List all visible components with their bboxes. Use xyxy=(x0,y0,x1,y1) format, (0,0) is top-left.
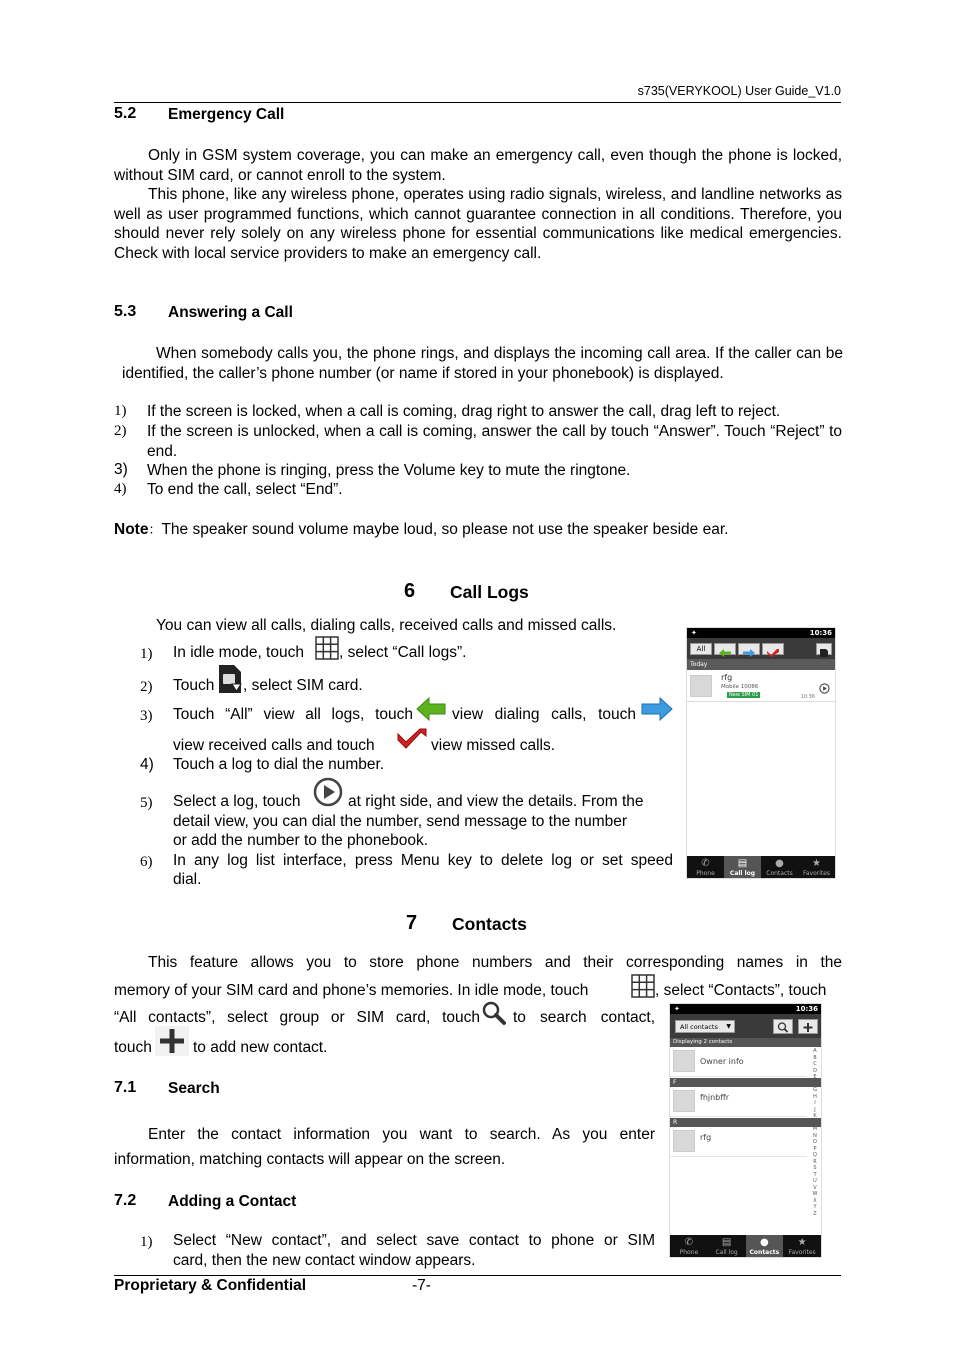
android-icon: ✦ xyxy=(691,629,697,637)
alphabet-letter[interactable]: P xyxy=(813,1145,817,1152)
entry-number: Mobile 10086 xyxy=(721,684,759,690)
entry-sim-badge: New SIM 01 xyxy=(729,692,759,698)
list-number: 1) xyxy=(140,646,153,662)
contact-row[interactable] xyxy=(670,1087,807,1117)
filter-missed-button[interactable] xyxy=(762,643,784,655)
alphabet-letter[interactable]: E xyxy=(813,1074,817,1080)
search-paragraph-line-2: information, matching contacts will appear on the screen. xyxy=(114,1151,506,1168)
tab-favorites[interactable] xyxy=(798,856,835,878)
plus-icon xyxy=(155,1026,189,1056)
alphabet-letter[interactable]: O xyxy=(813,1139,817,1145)
section-5-2-heading xyxy=(114,105,285,123)
add-icon xyxy=(799,1021,817,1034)
call-log-screenshot xyxy=(686,627,836,879)
alphabet-letter[interactable]: T xyxy=(813,1171,817,1178)
tab-contacts[interactable] xyxy=(761,856,798,878)
section-separator: R xyxy=(670,1118,821,1127)
emergency-paragraph-2: This phone, like any wireless phone, operates using radio signals, wireless, and landline networks as well as user programmed functions, which cannot guarantee connection in all conditions. Therefore, you should never rely solely on any wireless phone for essential communications like medical emergencies. Check with local service providers to make an emergency call. xyxy=(114,186,842,262)
contacts-line-4b: to add new contact. xyxy=(193,1039,328,1056)
alphabet-letter[interactable]: W xyxy=(812,1191,818,1197)
contact-name: fhjnbffr xyxy=(700,1093,730,1102)
avatar xyxy=(673,1130,695,1152)
star-icon: ★ xyxy=(797,1237,807,1248)
search-button[interactable] xyxy=(773,1019,793,1034)
status-time: 10:36 xyxy=(809,629,832,637)
list-number: 1) xyxy=(114,403,127,419)
all-contacts-dropdown[interactable] xyxy=(675,1020,735,1033)
tab-label: Phone xyxy=(679,1249,699,1256)
alphabet-letter[interactable]: J xyxy=(814,1106,816,1113)
list-number: 3) xyxy=(114,461,128,478)
list-text: Touch a log to dial the number. xyxy=(173,756,385,773)
contact-row[interactable] xyxy=(670,1127,807,1157)
tab-label: Call log xyxy=(729,870,756,877)
contacts-line-2b: , select “Contacts”, touch xyxy=(655,982,827,999)
avatar xyxy=(673,1050,695,1072)
answering-item-3 xyxy=(114,461,842,481)
mini-missed-icon xyxy=(763,648,783,658)
list-text: , select SIM card. xyxy=(243,677,363,694)
sim-card-icon xyxy=(217,664,243,694)
alphabet-letter[interactable]: F xyxy=(813,1080,817,1087)
list-text: If the screen is unlocked, when a call is coming, answer the call by touch “Answer”. Touch “Reject” to end. xyxy=(147,423,842,460)
contact-name: Owner info xyxy=(700,1057,744,1066)
tab-label: Contacts xyxy=(749,1249,780,1256)
list-text: view missed calls. xyxy=(431,737,556,754)
chapter-6-heading xyxy=(404,580,529,603)
contacts-line-2a: memory of your SIM card and phone’s memories. In idle mode, touch xyxy=(114,982,589,999)
alphabet-letter[interactable]: U xyxy=(813,1178,817,1184)
header-rule xyxy=(114,102,841,103)
section-number: 7.1 xyxy=(114,1079,137,1096)
alphabet-letter[interactable]: D xyxy=(813,1067,817,1074)
note-line xyxy=(114,519,728,539)
filter-all-button[interactable] xyxy=(690,643,712,655)
contacts-line-1: This feature allows you to store phone numbers and their corresponding names in the xyxy=(148,954,842,971)
chapter-number: 6 xyxy=(404,580,416,602)
doc-header-title: s735(VERYKOOL) User Guide_V1.0 xyxy=(637,84,841,98)
avatar xyxy=(690,675,712,697)
filter-incoming-button[interactable] xyxy=(738,643,760,655)
android-icon: ✦ xyxy=(674,1005,680,1013)
alphabet-letter[interactable]: C xyxy=(813,1061,817,1067)
avatar xyxy=(673,1090,695,1112)
phone-icon: ✆ xyxy=(684,1237,694,1248)
contacts-line-3a: “All contacts”, select group or SIM card, touch xyxy=(114,1009,480,1026)
section-number: 5.3 xyxy=(114,303,137,320)
section-separator: F xyxy=(670,1078,821,1087)
call-log-entry[interactable] xyxy=(687,670,835,702)
list-text: When the phone is ringing, press the Volume key to mute the ringtone. xyxy=(147,462,631,479)
footer-confidential: Proprietary & Confidential xyxy=(114,1277,307,1294)
alphabet-letter[interactable]: L xyxy=(813,1119,817,1126)
alphabet-letter[interactable]: R xyxy=(813,1158,817,1165)
list-number: 6) xyxy=(140,854,153,870)
list-text: or add the number to the phonebook. xyxy=(173,832,429,849)
list-text: Touch xyxy=(173,677,215,694)
person-icon: ● xyxy=(775,858,784,869)
list-number: 4) xyxy=(140,756,154,773)
alphabet-index[interactable] xyxy=(811,1048,819,1217)
section-title: Emergency Call xyxy=(168,106,285,123)
contacts-toolbar xyxy=(670,1014,821,1038)
section-title: Adding a Contact xyxy=(168,1193,297,1210)
list-text: To end the call, select “End”. xyxy=(147,481,343,498)
person-icon: ● xyxy=(760,1237,769,1248)
filter-outgoing-button[interactable] xyxy=(714,643,736,655)
status-bar xyxy=(670,1004,821,1014)
alphabet-letter[interactable]: Y xyxy=(813,1204,817,1210)
circle-play-icon xyxy=(313,777,343,807)
section-7-1-heading xyxy=(114,1079,220,1097)
magnifier-icon xyxy=(481,1000,507,1026)
tab-label: Favorites xyxy=(802,870,831,877)
section-title: Search xyxy=(168,1080,220,1097)
tab-call-log[interactable] xyxy=(724,856,761,878)
alphabet-letter[interactable]: X xyxy=(813,1197,817,1204)
contacts-line-3b: to search contact, xyxy=(513,1009,655,1026)
alphabet-letter[interactable]: Q xyxy=(813,1152,817,1158)
alphabet-letter[interactable]: H xyxy=(813,1093,817,1100)
phone-icon: ✆ xyxy=(701,858,710,869)
red-missed-call-icon xyxy=(396,726,428,752)
mini-sim-icon xyxy=(817,648,831,658)
alphabet-letter[interactable]: V xyxy=(813,1184,817,1191)
details-icon[interactable] xyxy=(819,680,830,698)
list-text: card, then the new contact window appears. xyxy=(173,1252,476,1269)
list-text: dial. xyxy=(173,871,202,888)
today-header: Today xyxy=(687,659,835,670)
list-text: detail view, you can dial the number, send message to the number xyxy=(173,813,628,830)
search-icon xyxy=(774,1021,792,1034)
alphabet-letter[interactable]: Z xyxy=(813,1210,817,1217)
star-icon: ★ xyxy=(812,858,821,869)
list-text: If the screen is locked, when a call is coming, drag right to answer the call, drag left to reject. xyxy=(147,403,781,420)
alphabet-letter[interactable]: I xyxy=(814,1100,816,1106)
chapter-number: 7 xyxy=(406,912,418,934)
right-blue-arrow-icon xyxy=(641,696,673,722)
entry-name: rfg xyxy=(721,673,733,682)
list-icon: ▤ xyxy=(721,1237,732,1248)
alphabet-letter[interactable]: B xyxy=(813,1054,817,1061)
add-contact-button[interactable] xyxy=(798,1019,818,1034)
contact-name: rfg xyxy=(700,1133,712,1142)
list-text: In any log list interface, press Menu key to delete log or set speed xyxy=(173,852,673,869)
list-text: , select “Call logs”. xyxy=(339,644,467,661)
dropdown-arrow-icon: ▼ xyxy=(726,1023,731,1030)
footer-rule xyxy=(114,1275,841,1276)
list-number: 2) xyxy=(114,423,127,439)
bottom-tab-bar xyxy=(670,1235,821,1257)
footer-page-number: -7- xyxy=(412,1277,431,1294)
tab-favorites[interactable] xyxy=(783,1235,821,1257)
mini-left-arrow-icon xyxy=(715,648,735,658)
call-logs-intro: You can view all calls, dialing calls, received calls and missed calls. xyxy=(156,617,617,634)
list-text: at right side, and view the details. From the xyxy=(348,793,644,810)
answering-intro: When somebody calls you, the phone rings, and displays the incoming call area. If the caller can be identified, the caller’s phone number (or name if stored in your phonebook) is displayed. xyxy=(122,345,843,382)
dropdown-label: All contacts xyxy=(680,1023,718,1031)
displaying-count: Displaying 2 contacts xyxy=(670,1038,821,1047)
list-number: 5) xyxy=(140,795,153,811)
list-icon: ▤ xyxy=(737,858,748,869)
tab-label: Phone xyxy=(696,870,715,877)
list-text: In idle mode, touch xyxy=(173,644,304,661)
contacts-line-4a: touch xyxy=(114,1039,152,1056)
alphabet-letter[interactable]: K xyxy=(813,1113,817,1119)
alphabet-letter[interactable]: N xyxy=(813,1132,817,1139)
tab-label: Contacts xyxy=(766,870,793,877)
answering-item-4 xyxy=(114,480,842,500)
tab-phone[interactable] xyxy=(670,1235,708,1257)
answering-item-1 xyxy=(114,402,842,422)
emergency-paragraph-1: Only in GSM system coverage, you can make an emergency call, even though the phone is locked, without SIM card, or cannot enroll to the system. xyxy=(114,147,842,184)
alphabet-letter[interactable]: M xyxy=(812,1126,818,1132)
sim-select-button[interactable] xyxy=(816,643,832,655)
list-text: view dialing calls, touch xyxy=(452,706,636,723)
call-log-toolbar xyxy=(687,638,835,659)
note-label: Note xyxy=(114,521,149,538)
chapter-title: Contacts xyxy=(452,914,527,934)
list-text: Select a log, touch xyxy=(173,793,301,810)
alphabet-letter[interactable]: S xyxy=(813,1165,817,1171)
search-paragraph-line-1: Enter the contact information you want to search. As you enter xyxy=(148,1126,655,1143)
tab-contacts[interactable] xyxy=(746,1235,784,1257)
list-number: 2) xyxy=(140,679,153,695)
bottom-tab-bar xyxy=(687,856,835,878)
section-7-2-heading xyxy=(114,1192,297,1210)
entry-time: 10:36 xyxy=(800,694,815,700)
status-bar xyxy=(687,628,835,638)
tab-call-log[interactable] xyxy=(708,1235,746,1257)
tab-label: Call log xyxy=(715,1249,738,1256)
answering-item-2 xyxy=(114,422,842,461)
alphabet-letter[interactable]: G xyxy=(813,1087,817,1093)
filter-all-label: All xyxy=(696,645,706,653)
contacts-screenshot xyxy=(669,1003,822,1258)
section-5-3-heading xyxy=(114,303,293,321)
grid-menu-icon xyxy=(315,636,339,660)
alphabet-letter[interactable]: A xyxy=(813,1048,817,1054)
note-text: The speaker sound volume maybe loud, so please not use the speaker beside ear. xyxy=(161,521,729,538)
note-colon: ： xyxy=(148,522,162,537)
list-text: Touch “All” view all logs, touch xyxy=(173,706,413,723)
contact-row-owner[interactable] xyxy=(670,1047,807,1077)
list-number: 4) xyxy=(114,481,127,497)
section-number: 7.2 xyxy=(114,1192,137,1209)
section-title: Answering a Call xyxy=(168,304,293,321)
mini-right-arrow-icon xyxy=(739,648,759,658)
chapter-7-heading xyxy=(406,912,527,935)
list-number: 3) xyxy=(140,708,153,724)
grid-menu-icon xyxy=(631,974,655,998)
status-time: 10:36 xyxy=(795,1005,818,1013)
list-number: 1) xyxy=(140,1234,153,1250)
list-text: Select “New contact”, and select save contact to phone or SIM xyxy=(173,1232,655,1249)
tab-label: Favorites xyxy=(788,1249,816,1256)
section-number: 5.2 xyxy=(114,105,137,122)
list-text: view received calls and touch xyxy=(173,737,375,754)
tab-phone[interactable] xyxy=(687,856,724,878)
left-green-arrow-icon xyxy=(416,696,446,722)
chapter-title: Call Logs xyxy=(450,582,529,602)
